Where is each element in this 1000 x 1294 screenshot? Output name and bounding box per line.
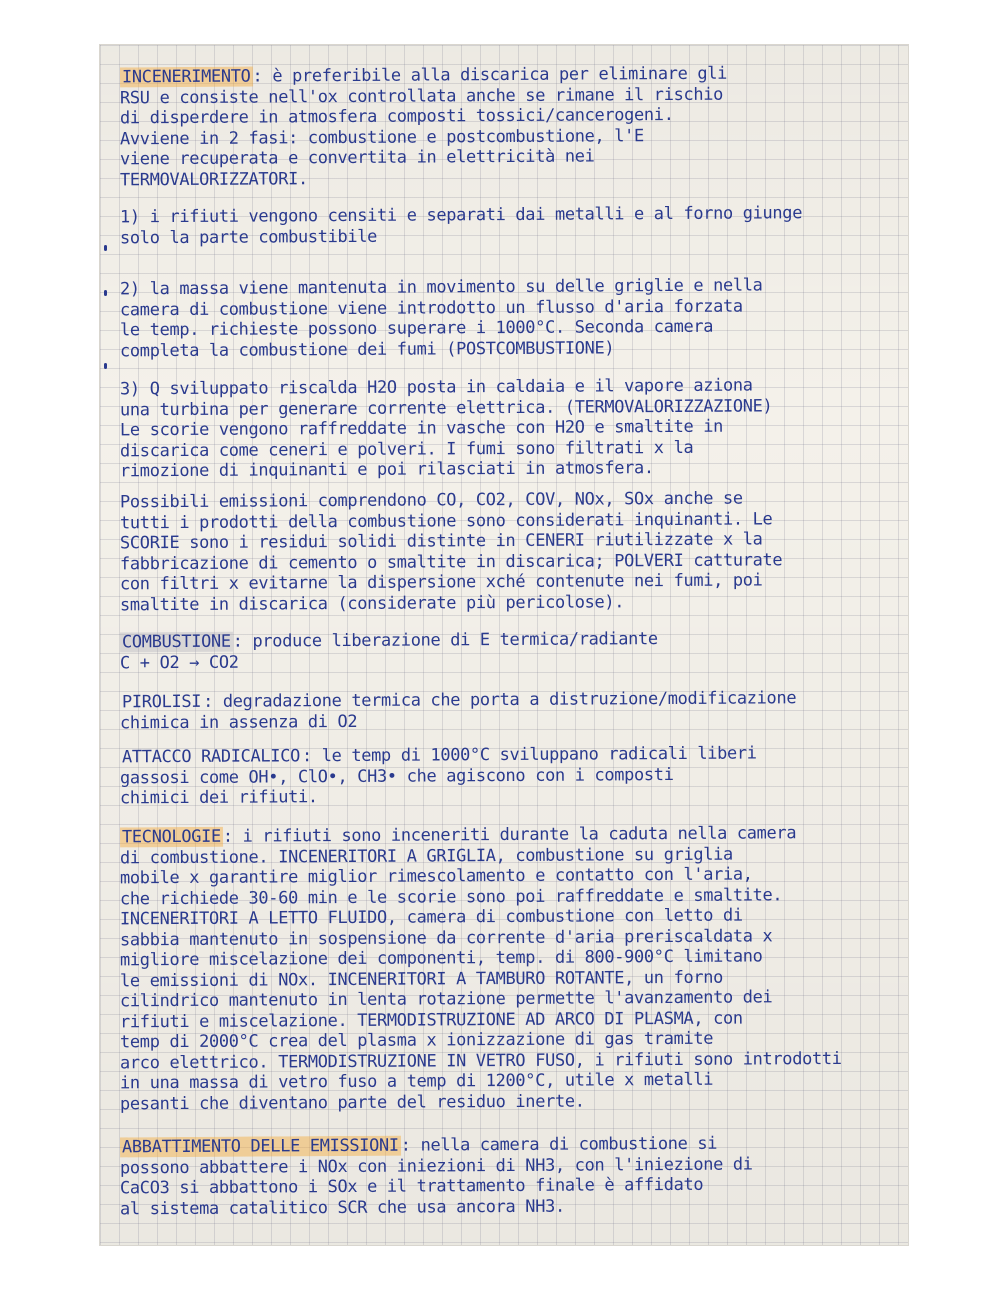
notebook-page xyxy=(100,45,908,1245)
text-line: arco elettrico. TERMODISTRUZIONE IN VETRO FUSO, i rifiuti sono introdotti xyxy=(119,1048,842,1073)
margin-mark xyxy=(104,290,107,296)
text-rest: : è preferibile alla discarica per eliminare gli xyxy=(252,63,728,87)
text-line: le temp. richieste possono superare i 1000°C. Seconda camera xyxy=(119,316,714,341)
text-line: discarica come ceneri e polveri. I fumi sono filtrati x la xyxy=(119,437,694,461)
text-line: solo la parte combustibile xyxy=(119,226,378,248)
text-line: tutti i prodotti della combustione sono considerati inquinanti. Le xyxy=(119,508,773,533)
heading-combustione: COMBUSTIONE xyxy=(121,631,231,653)
text-line: camera di combustione viene introdotto un flusso d'aria forzata xyxy=(119,296,743,320)
text-line: rimozione di inquinanti e poi rilasciati in atmosfera. xyxy=(119,458,654,482)
text-line: SCORIE sono i residui solidi distinte in CENERI riutilizzate x la xyxy=(119,529,763,554)
text-line: di combustione. INCENERITORI A GRIGLIA, combustione su griglia xyxy=(119,844,733,868)
section-incenerimento xyxy=(120,65,892,188)
text-line: 1) i rifiuti vengono censiti e separati dai metalli e al forno giunge xyxy=(119,203,803,228)
section-step-2 xyxy=(120,277,892,359)
text-line: completa la combustione dei fumi (POSTCOMBUSTIONE) xyxy=(119,337,615,361)
heading-tecnologie: TECNOLOGIE xyxy=(121,826,221,848)
text-line: C + O2 → CO2 xyxy=(119,652,239,673)
text-rest: : i rifiuti sono inceneriti durante la caduta nella camera xyxy=(222,823,797,847)
text-line: 3) Q sviluppato riscalda H2O posta in caldaia e il vapore aziona xyxy=(119,375,753,400)
text-line: chimici dei rifiuti. xyxy=(119,787,318,809)
margin-mark xyxy=(104,363,107,369)
text-line: in una massa di vetro fuso a temp di 1200°C, utile x metalli xyxy=(119,1069,714,1094)
text-line: possono abbattere i NOx con iniezioni di NH3, con l'iniezione di xyxy=(119,1153,753,1178)
text-line: Avviene in 2 fasi: combustione e postcombustione, l'E xyxy=(119,125,644,149)
section-step-3 xyxy=(120,377,892,480)
text-line: CaCO3 si abbattono i SOx e il trattamento finale è affidato xyxy=(119,1174,704,1199)
heading-abbattimento: ABBATTIMENTO DELLE EMISSIONI xyxy=(121,1135,399,1158)
text-line: Possibili emissioni comprendono CO, CO2, COV, NOx, SOx anche se xyxy=(119,488,743,513)
text-line: smaltite in discarica (considerate più pericolose). xyxy=(119,591,625,615)
text-line: di disperdere in atmosfera composti tossici/cancerogeni. xyxy=(119,104,674,129)
text-line: pesanti che diventano parte del residuo inerte. xyxy=(119,1091,585,1114)
section-step-1 xyxy=(120,205,892,246)
text-rest: : le temp di 1000°C sviluppano radicali liberi xyxy=(301,743,757,767)
section-tecnologie xyxy=(120,825,892,1112)
text-line: temp di 2000°C crea del plasma x ionizzazione di gas tramite xyxy=(119,1028,714,1053)
text-line: mobile x garantire miglior rimescolamento e contatto con l'aria, xyxy=(119,864,753,889)
text-line: RSU e consiste nell'ox controllata anche se rimane il rischio xyxy=(119,84,724,108)
text-rest: : produce liberazione di E termica/radiante xyxy=(232,629,658,652)
text-rest: : degradazione termica che porta a distruzione/modificazione xyxy=(203,688,797,712)
text-line: INCENERITORI A LETTO FLUIDO, camera di combustione con letto di xyxy=(119,905,743,930)
text-line: al sistema catalitico SCR che usa ancora NH3. xyxy=(119,1196,565,1219)
text-line: una turbina per generare corrente elettrica. (TERMOVALORIZZAZIONE) xyxy=(119,395,773,420)
text-line: cilindrico mantenuto in lenta rotazione permette l'avanzamento dei xyxy=(119,987,773,1012)
text-line: chimica in assenza di O2 xyxy=(119,711,358,733)
margin-mark xyxy=(104,245,107,251)
section-emissioni xyxy=(120,490,892,613)
text-line: le emissioni di NOx. INCENERITORI A TAMBURO ROTANTE, un forno xyxy=(119,967,724,991)
text-line: sabbia mantenuto in sospensione da corrente d'aria preriscaldata x xyxy=(119,925,773,950)
section-pirolisi xyxy=(120,690,892,731)
text-line: TERMOVALORIZZATORI. xyxy=(119,168,308,190)
text-line: viene recuperata e convertita in elettricità nei xyxy=(119,146,595,170)
text-line: fabbricazione di cemento o smaltite in discarica; POLVERI catturate xyxy=(119,549,783,574)
text-line: Le scorie vengono raffreddate in vasche con H2O e smaltite in xyxy=(119,416,724,441)
section-combustione xyxy=(120,630,892,671)
section-abbattimento xyxy=(120,1135,892,1217)
text-line: migliore miscelazione dei componenti, temp. di 800-900°C limitano xyxy=(119,946,763,971)
heading-attacco: ATTACCO RADICALICO xyxy=(121,746,301,768)
text-line: con filtri x evitarne la dispersione xché contenute nei fumi, poi xyxy=(119,570,763,595)
text-rest: : nella camera di combustione si xyxy=(400,1133,718,1156)
heading-pirolisi: PIROLISI xyxy=(121,691,202,713)
section-attacco-radicalico xyxy=(120,745,892,807)
text-line: 2) la massa viene mantenuta in movimento su delle griglie e nella xyxy=(119,275,763,300)
text-line: che richiede 30-60 min e le scorie sono poi raffreddate e smaltite. xyxy=(119,884,783,909)
text-line: rifiuti e miscelazione. TERMODISTRUZIONE AD ARCO DI PLASMA, con xyxy=(119,1008,743,1032)
text-line: gassosi come OH•, ClO•, CH3• che agiscono con i composti xyxy=(119,764,674,788)
heading-incenerimento: INCENERIMENTO xyxy=(121,66,251,88)
